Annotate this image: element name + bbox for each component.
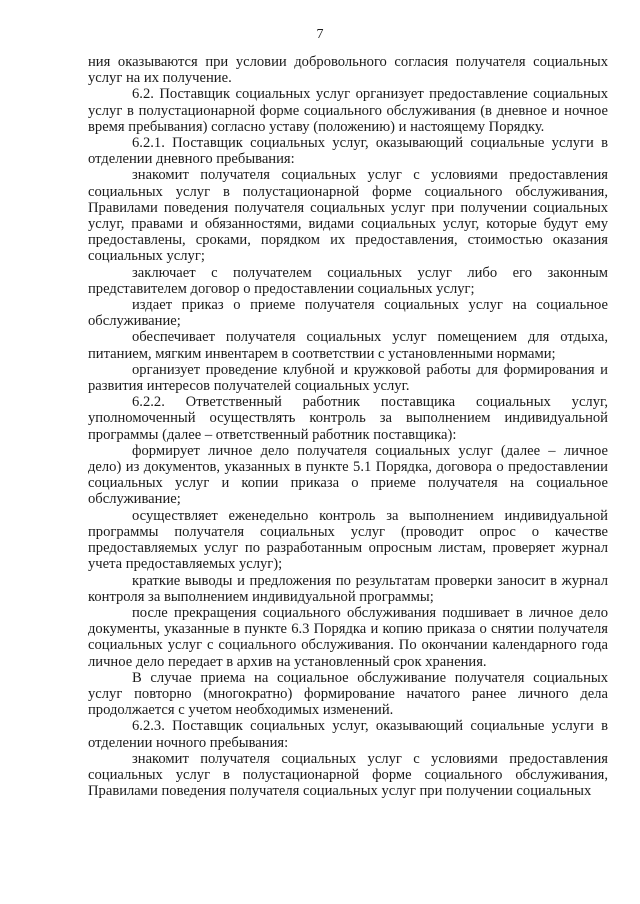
paragraph: организует проведение клубной и кружковой работы для формирования и развития интересов получателей социальных услуг. (88, 361, 608, 395)
paragraph: 6.2.2. Ответственный работник поставщика социальных услуг, уполномоченный осуществлять контроль за выполнением индивидуальной программы (далее – ответственный работник поставщика): (88, 394, 608, 443)
paragraph: обеспечивает получателя социальных услуг помещением для отдыха, питанием, мягким инвентарем в соответствии с установленными нормами; (88, 329, 608, 362)
paragraph: после прекращения социального обслуживания подшивает в личное дело документы, указанные в пункте 6.3 Порядка и копию приказа о снятии получателя социальных услуг с социального обслуживания. По окончании календарного года личное дело передает в архив на установленный срок хранения. (88, 604, 608, 670)
document-body (88, 54, 608, 799)
paragraph: заключает с получателем социальных услуг либо его законным представителем договор о предоставлении социальных услуг; (88, 264, 608, 297)
paragraph: В случае приема на социальное обслуживание получателя социальных услуг повторно (многократно) формирование начатого ранее личного дела продолжается с учетом необходимых изменений. (88, 669, 608, 719)
paragraph: ния оказываются при условии добровольного согласия получателя социальных услуг на их получение. (88, 54, 608, 87)
page-number: 7 (316, 27, 324, 42)
paragraph: знакомит получателя социальных услуг с условиями предоставления социальных услуг в полустационарной форме социального обслуживания, Правилами поведения получателя социальных услуг при получении социальных (88, 750, 608, 800)
paragraph: издает приказ о приеме получателя социальных услуг на социальное обслуживание; (88, 297, 608, 330)
paragraph: 6.2. Поставщик социальных услуг организует предоставление социальных услуг в полустационарной форме социального обслуживания (в дневное и ночное время пребывания) согласно уставу (положению) и настоящему Порядку. (88, 86, 608, 135)
paragraph: осуществляет еженедельно контроль за выполнением индивидуальной программы получателя социальных услуг (проводит опрос о качестве предоставляемых услуг по разработанным опросным листам, проверяет журнал учета предоставляемых услуг); (88, 507, 608, 573)
paragraph: формирует личное дело получателя социальных услуг (далее – личное дело) из документов, указанных в пункте 5.1 Порядка, договора о предоставлении социальных услуг и копии приказа о приеме получателя на социальное обслуживание; (88, 442, 608, 508)
paragraph: 6.2.1. Поставщик социальных услуг, оказывающий социальные услуги в отделении дневного пребывания: (88, 135, 608, 168)
paragraph: краткие выводы и предложения по результатам проверки заносит в журнал контроля за выполнением индивидуальной программы; (88, 572, 608, 605)
paragraph: 6.2.3. Поставщик социальных услуг, оказывающий социальные услуги в отделении ночного пребывания: (88, 718, 608, 751)
paragraph: знакомит получателя социальных услуг с условиями предоставления социальных услуг в полустационарной форме социального обслуживания, Правилами поведения получателя социальных услуг при получении социальных услуг, правами и обязанностями, видами социальных услуг, которые будут ему предоставлены, сроками, порядком их предоставления, стоимостью оказания социальных услуг; (88, 167, 608, 265)
